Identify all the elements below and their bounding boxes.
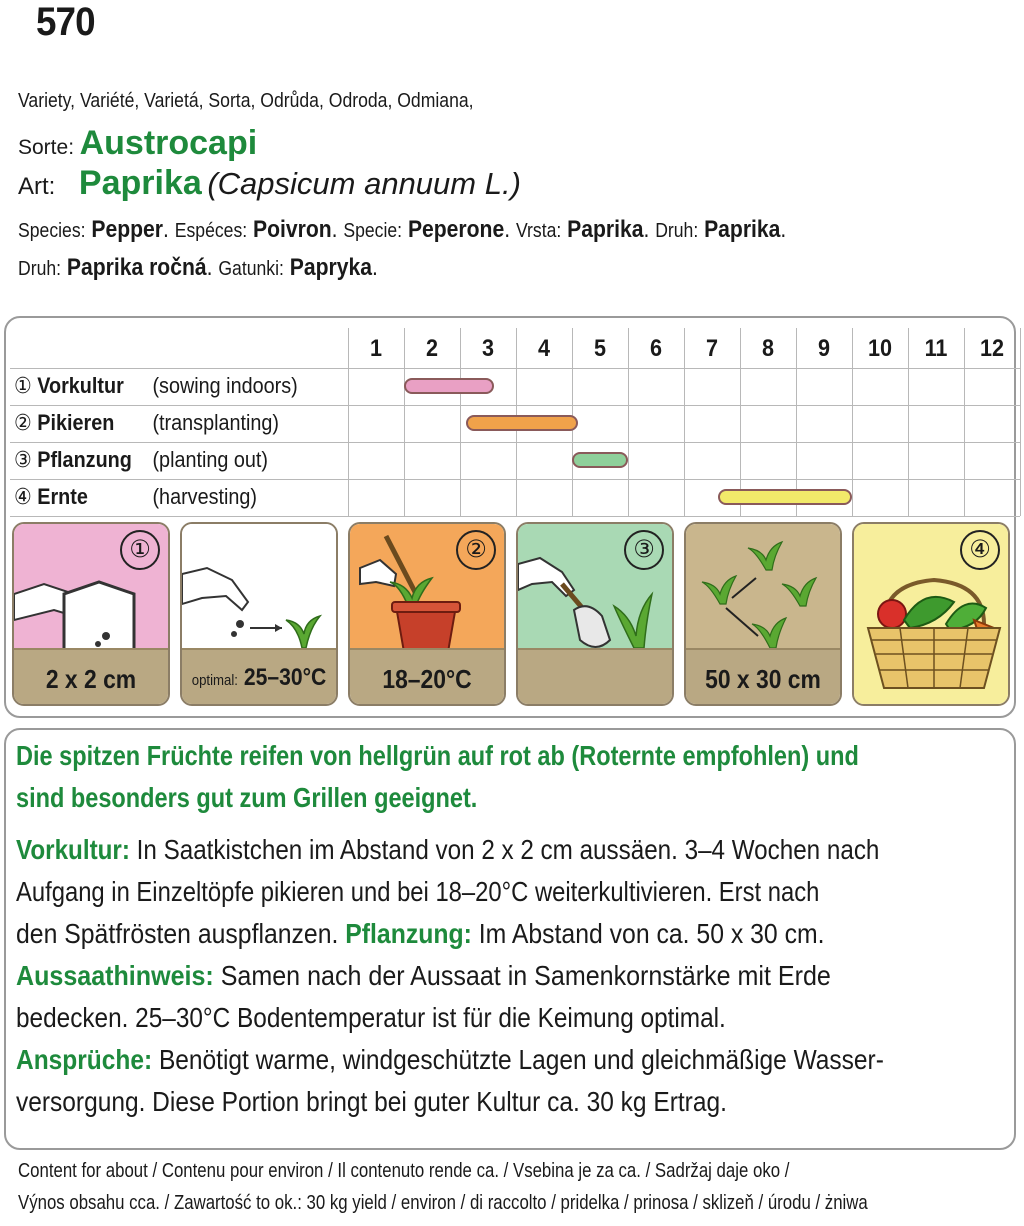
art-row — [18, 164, 521, 203]
desc-line-6 — [16, 1044, 884, 1076]
species-label: Druh: — [655, 220, 699, 242]
panel-background — [686, 524, 840, 652]
species-value: Paprika — [704, 216, 781, 243]
row-name: Pikieren — [37, 410, 115, 435]
panel-background — [182, 524, 336, 652]
calendar-row-label — [14, 442, 268, 478]
month-label: 7 — [705, 335, 719, 362]
row-name: Vorkultur — [37, 373, 124, 398]
month-label: 1 — [369, 335, 383, 362]
calendar-col-line — [852, 328, 853, 516]
calendar-col-line — [348, 328, 349, 516]
calendar-row-line — [10, 516, 1020, 517]
species-value: Pepper — [91, 216, 163, 243]
panel-spacing — [684, 522, 842, 706]
species-line-2: Druh: Paprika ročná. Gatunki: Papryka. — [18, 254, 378, 281]
calendar-period-bar — [466, 415, 578, 431]
aussaathinweis-text: Samen nach der Aussaat in Samenkornstärke mit Erde — [213, 960, 831, 991]
month-label: 4 — [537, 335, 551, 362]
ansprueche-label: Ansprüche: — [16, 1044, 153, 1075]
step-number: ④ — [960, 530, 1000, 570]
step-number: ① — [120, 530, 160, 570]
calendar-period-bar — [404, 378, 494, 394]
calendar-col-line — [404, 328, 405, 516]
panel-temp: 25–30°C — [243, 664, 327, 691]
calendar-col-line — [740, 328, 741, 516]
calendar-period-bar — [718, 489, 852, 505]
soil — [518, 648, 672, 706]
species-value: Papryka — [289, 254, 372, 281]
desc-line-7: versorgung. Diese Portion bringt bei guter Kultur ca. 30 kg Ertrag. — [16, 1086, 727, 1117]
panel-germination — [180, 522, 338, 706]
variety-line: Variety, Variété, Varietá, Sorta, Odrůda, Odroda, Odmiana, — [18, 90, 474, 112]
species-label: Specie: — [343, 220, 403, 242]
desc-line-3 — [16, 918, 825, 950]
row-number: ① — [14, 373, 38, 398]
plant-spacing-icon — [686, 524, 842, 652]
species-line-1: Species: Pepper. Espéces: Poivron. Specie: Peperone. Vrsta: Paprika. Druh: Paprika. — [18, 216, 787, 243]
calendar-col-line — [908, 328, 909, 516]
footer-line-1: Content for about / Contenu pour environ / Il contenuto rende ca. / Vsebina je za ca. / Sadržaj daje oko / — [18, 1160, 790, 1182]
desc-line-1 — [16, 834, 879, 866]
art-label: Art: — [18, 173, 56, 200]
panel-label: 2 x 2 cm — [45, 664, 137, 694]
calendar-row-label — [14, 405, 279, 441]
month-label: 3 — [481, 335, 495, 362]
calendar-col-line — [964, 328, 965, 516]
step-number: ③ — [624, 530, 664, 570]
row-description: (harvesting) — [152, 484, 257, 509]
species-label: Druh: — [18, 258, 62, 280]
panel-prefix: optimal: — [191, 672, 238, 689]
desc-text: den Spätfrösten auspflanzen. — [16, 918, 346, 949]
species-label: Espéces: — [174, 220, 248, 242]
seedling-icon — [182, 524, 338, 652]
desc-line-5: bedecken. 25–30°C Bodentemperatur ist für die Keimung optimal. — [16, 1002, 726, 1033]
month-label: 10 — [867, 335, 893, 362]
pflanzung-text: Im Abstand von ca. 50 x 30 cm. — [471, 918, 825, 949]
aussaathinweis-label: Aussaathinweis: — [16, 960, 214, 991]
sorte-value: Austrocapi — [79, 124, 258, 162]
vorkultur-label: Vorkultur: — [16, 834, 130, 865]
ansprueche-text: Benötigt warme, windgeschützte Lagen und gleichmäßige Wasser- — [152, 1044, 884, 1075]
step-number: ② — [456, 530, 496, 570]
pflanzung-label: Pflanzung: — [345, 918, 472, 949]
month-label: 11 — [924, 335, 948, 362]
product-code: 570 — [36, 0, 95, 44]
art-value: Paprika — [78, 164, 202, 202]
species-label: Gatunki: — [218, 258, 284, 280]
vorkultur-text: In Saatkistchen im Abstand von 2 x 2 cm aussäen. 3–4 Wochen nach — [129, 834, 880, 865]
desc-line-2: Aufgang in Einzeltöpfe pikieren und bei 18–20°C weiterkultivieren. Erst nach — [16, 876, 820, 907]
row-description: (planting out) — [152, 447, 269, 472]
row-description: (sowing indoors) — [152, 373, 298, 398]
month-label: 12 — [979, 335, 1005, 362]
species-value: Paprika ročná — [66, 254, 207, 281]
calendar-col-line — [684, 328, 685, 516]
footer-line-2: Výnos obsahu cca. / Zawartość to ok.: 30 kg yield / environ / di raccolto / pridelka / prinosa / sklizeň / úrodu / żniwa — [18, 1192, 868, 1214]
calendar-col-line — [796, 328, 797, 516]
species-label: Vrsta: — [515, 220, 562, 242]
calendar-period-bar — [572, 452, 628, 468]
month-label: 2 — [425, 335, 439, 362]
description-headline-2: sind besonders gut zum Grillen geeignet. — [16, 782, 478, 813]
month-label: 9 — [817, 335, 831, 362]
species-value: Poivron — [253, 216, 332, 243]
row-description: (transplanting) — [152, 410, 280, 435]
row-name: Ernte — [37, 484, 88, 509]
species-label: Species: — [18, 220, 86, 242]
calendar-row-label — [14, 479, 257, 515]
description-headline-1: Die spitzen Früchte reifen von hellgrün auf rot ab (Roternte empfohlen) und — [16, 740, 859, 771]
sorte-label: Sorte: — [18, 136, 75, 159]
panel-transplanting — [348, 522, 506, 706]
panel-harvest — [852, 522, 1010, 706]
species-value: Paprika — [567, 216, 644, 243]
calendar-col-line — [628, 328, 629, 516]
art-latin: (Capsicum annuum L.) — [207, 166, 521, 201]
calendar-col-line — [460, 328, 461, 516]
sorte-row — [18, 124, 257, 163]
panel-label: 18–20°C — [382, 664, 472, 694]
month-label: 5 — [593, 335, 607, 362]
row-number: ④ — [14, 484, 38, 509]
desc-line-4 — [16, 960, 831, 992]
row-number: ② — [14, 410, 38, 435]
panel-label — [191, 664, 327, 692]
month-label: 6 — [649, 335, 663, 362]
panel-planting-out — [516, 522, 674, 706]
calendar-col-line — [1020, 328, 1021, 516]
row-name: Pflanzung — [37, 447, 132, 472]
month-label: 8 — [761, 335, 775, 362]
panel-sowing — [12, 522, 170, 706]
calendar-row-label — [14, 368, 298, 404]
species-value: Peperone — [407, 216, 505, 243]
panel-label: 50 x 30 cm — [705, 664, 821, 694]
row-number: ③ — [14, 447, 38, 472]
